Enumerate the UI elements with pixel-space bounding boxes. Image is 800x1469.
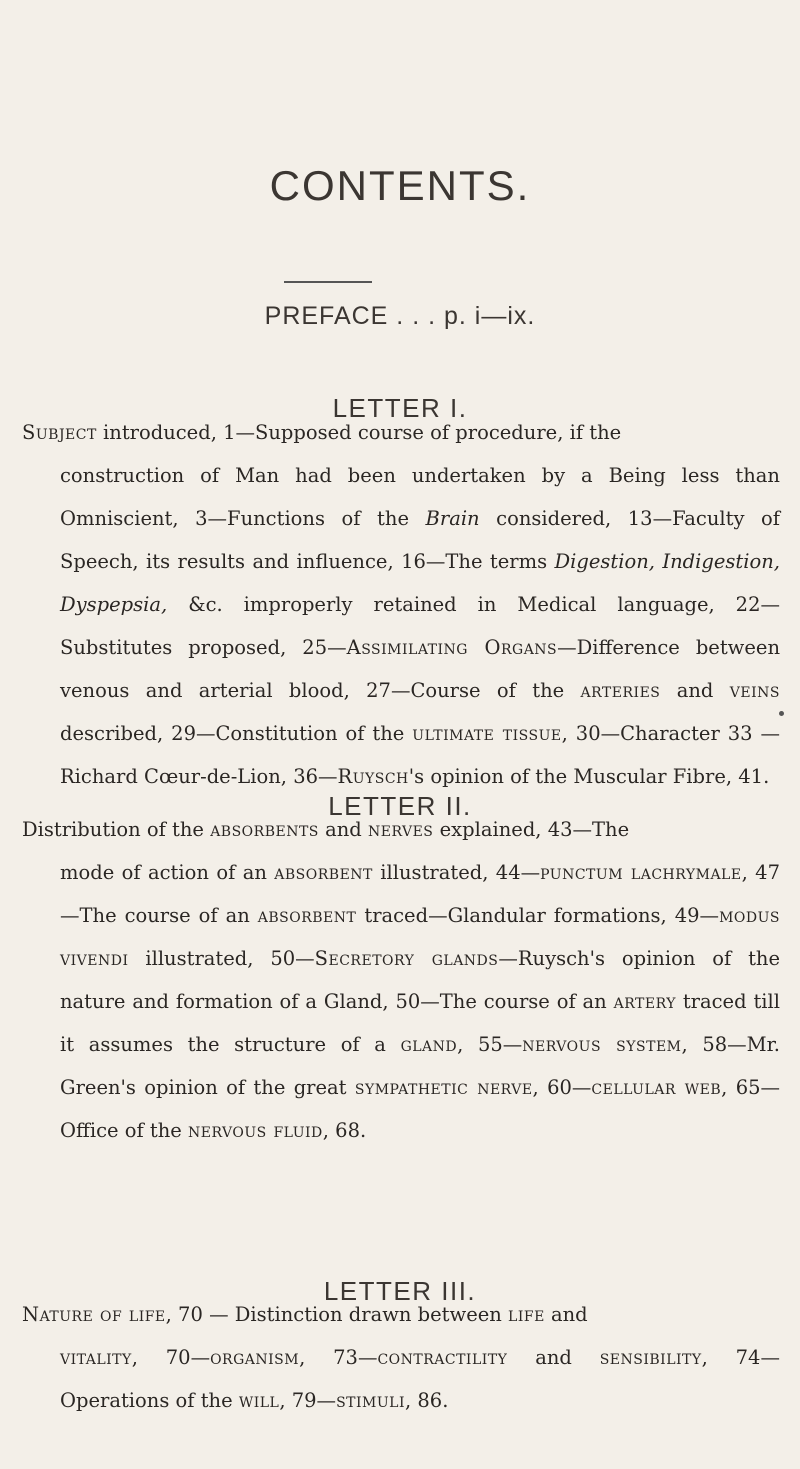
letter-1-heading: LETTER I. bbox=[332, 393, 468, 423]
ink-speck bbox=[779, 711, 784, 716]
letter-2-summary: Distribution of the absorbents and nerves explained, 43—The mode of action of an absorbent illustrated, 44—punctum lachrymale, 47—The course of an absorbent traced—Glandular formations, 49—modus vivendi illustrated, 50—Secretory glands—Ruysch's opinion of the nature and formation of a Gland, 50—The course of an artery traced till it assumes the structure of a gland, 55—nervous system, 58—Mr. Green's opinion of the great sympathetic nerve, 60—cellular web, 65—Office of the nervous fluid, 68. bbox=[60, 808, 780, 1152]
letter-1-line-1: Subject introduced, 1—Supposed course of procedure, if the bbox=[22, 421, 622, 444]
letter-3-summary: Nature of life, 70 — Distinction drawn between life and vitality, 70—organism, 73—contractility and sensibility, 74—Operations of the will, 79—stimuli, 86. bbox=[60, 1293, 780, 1422]
letter-2-line-1: Distribution of the absorbents and nerves explained, 43—The bbox=[22, 818, 630, 841]
title-rule bbox=[284, 281, 372, 283]
letter-3-line-1: Nature of life, 70 — Distinction drawn between life and bbox=[22, 1303, 588, 1326]
letter-3-heading: LETTER III. bbox=[323, 1276, 477, 1306]
page-title: CONTENTS. bbox=[269, 162, 531, 209]
letter-1-summary: Subject introduced, 1—Supposed course of procedure, if the construction of Man had been undertaken by a Being less than Omniscient, 3—Functions of the Brain considered, 13—Faculty of Speech, its results and influence, 16—The terms Digestion, Indigestion, Dyspepsia, &c. improperly retained in Medical language, 22—Substitutes proposed, 25—Assimilating Organs—Difference between venous and arterial blood, 27—Course of the arteries and veins described, 29—Constitution of the ultimate tissue, 30—Character 33 — Richard Cœur-de-Lion, 36—Ruysch's opinion of the Muscular Fibre, 41. bbox=[60, 411, 780, 798]
letter-2-heading: LETTER II. bbox=[328, 791, 472, 821]
preface-entry: PREFACE . . . p. i—ix. bbox=[264, 302, 536, 330]
